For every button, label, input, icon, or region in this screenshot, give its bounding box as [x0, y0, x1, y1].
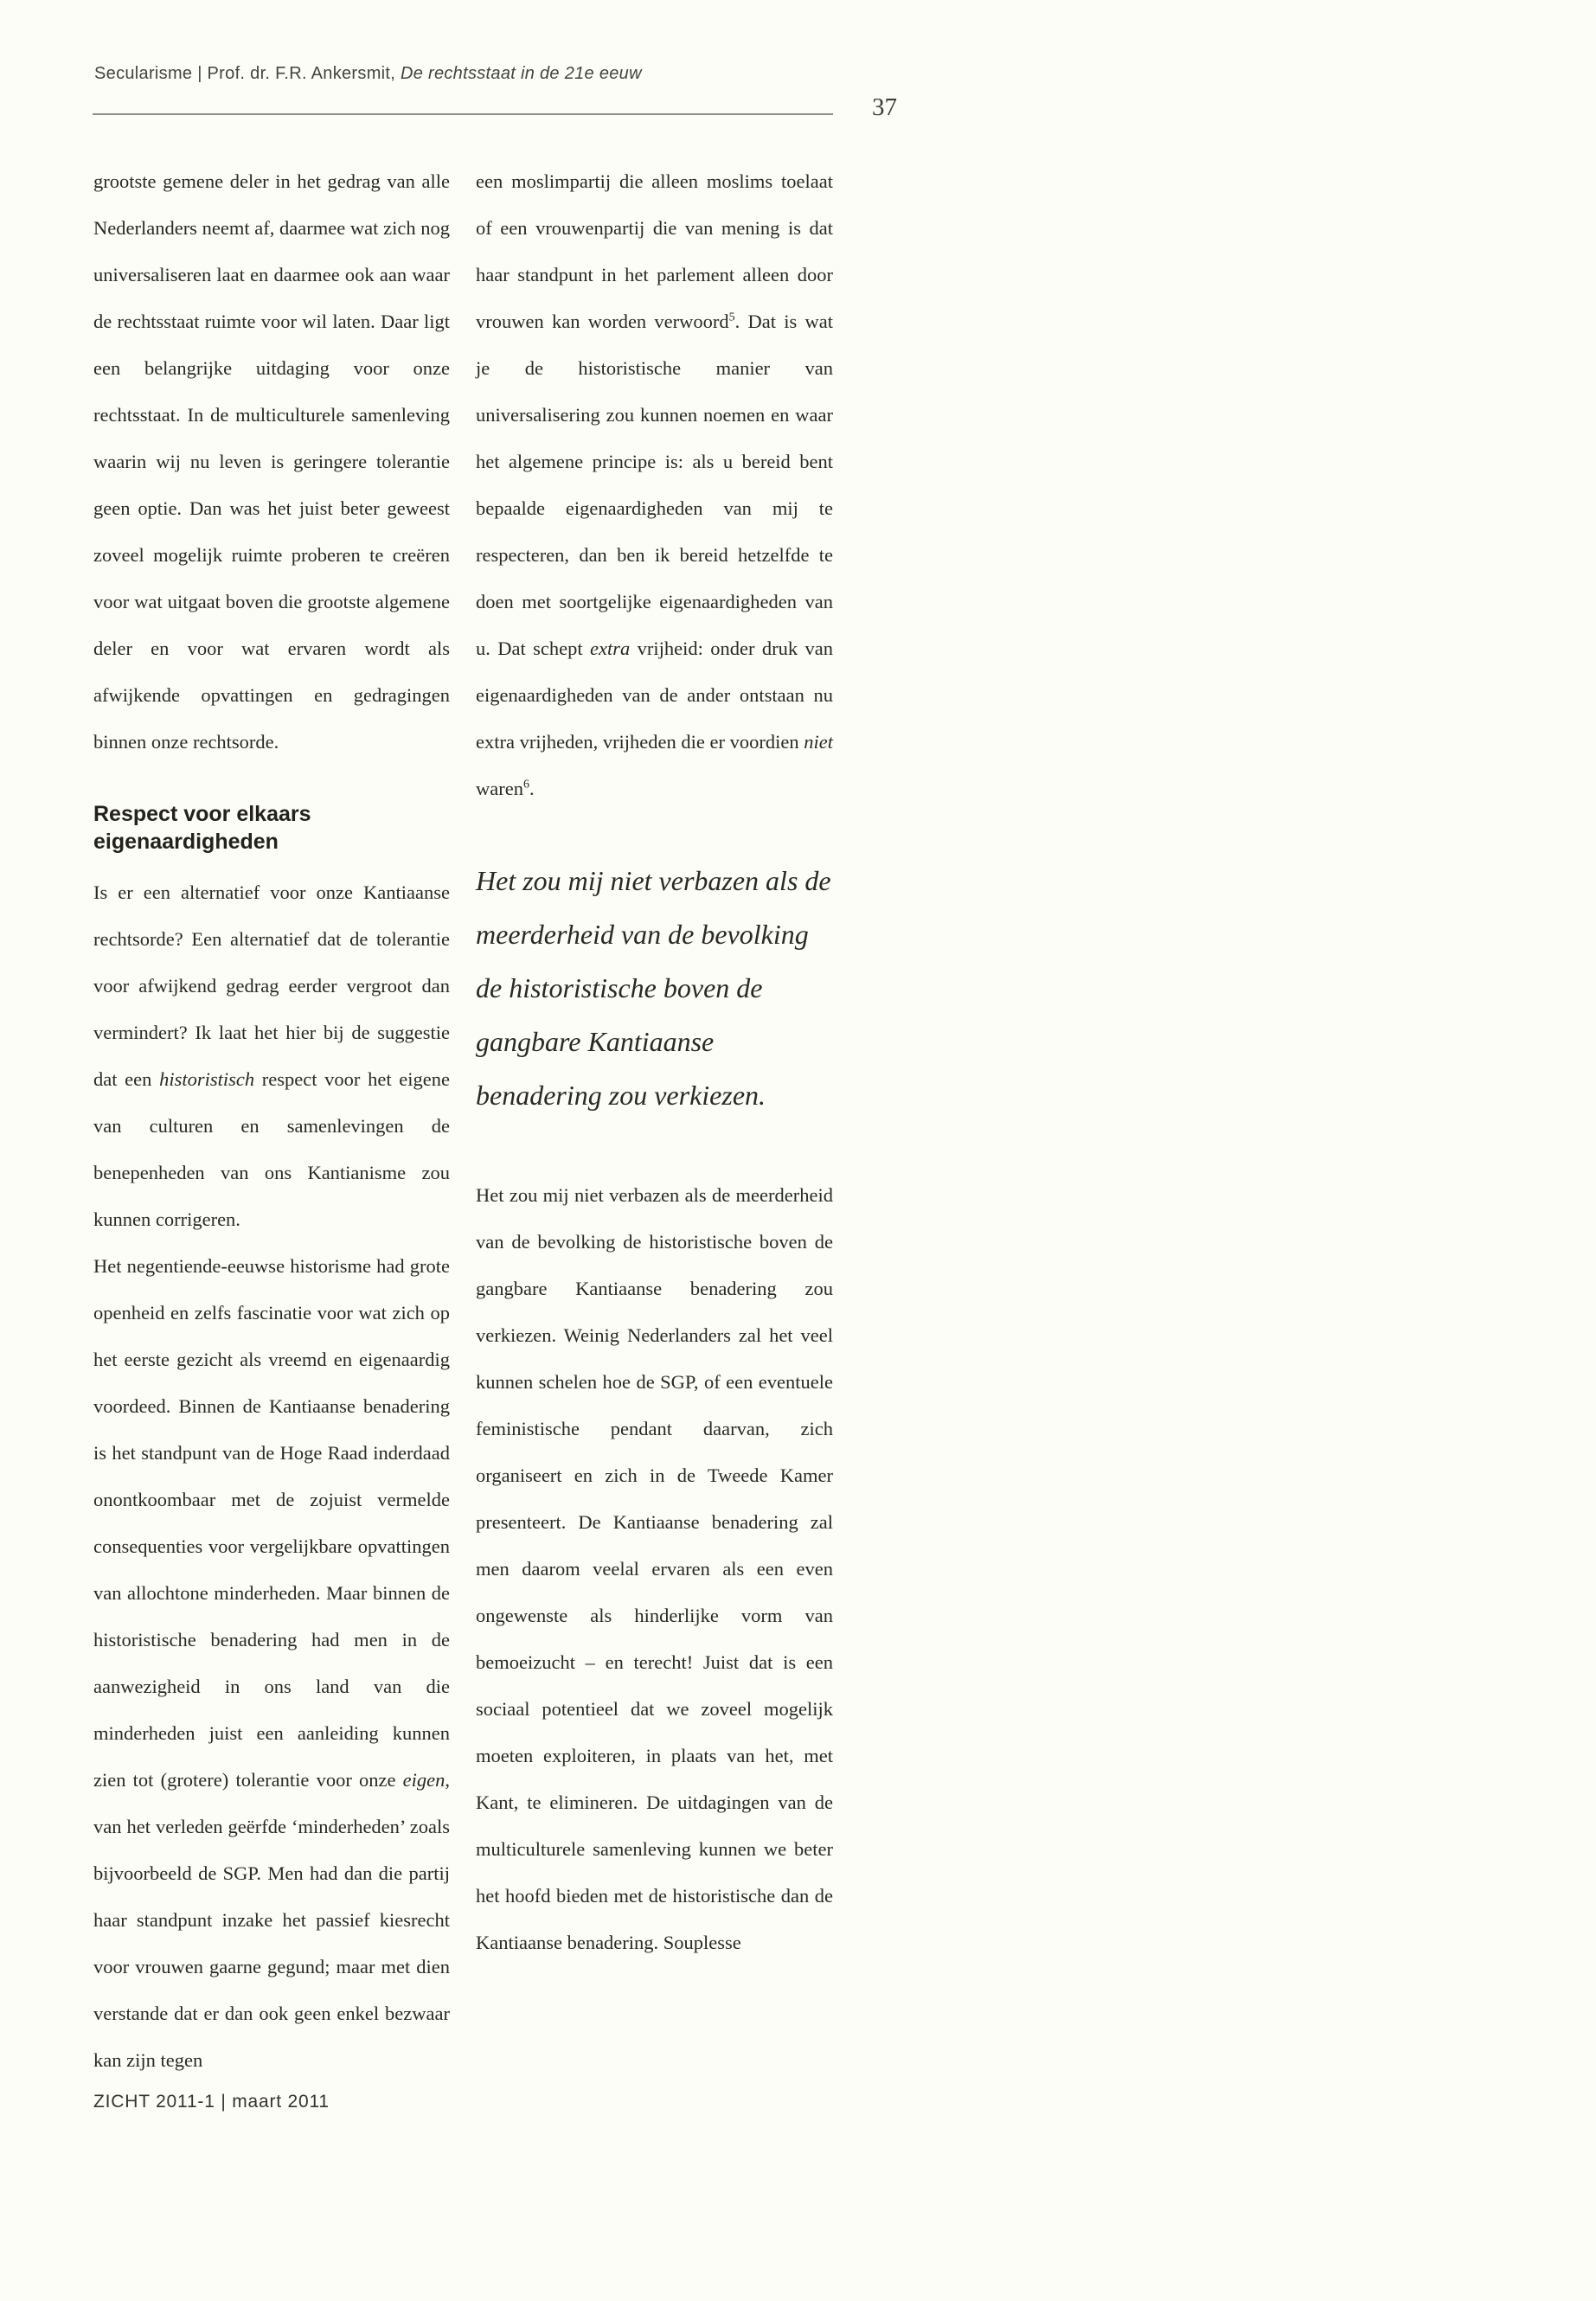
italic-term: historistisch	[159, 1068, 255, 1090]
right-text-column	[476, 158, 833, 1966]
header-article-info: Secularisme | Prof. dr. F.R. Ankersmit,	[94, 64, 401, 83]
paragraph-text: . Dat is wat je de historistische manier van universalisering zou kunnen noemen en waar het algemene principe is: als u bereid bent bepaalde eigenaardigheden van mij te respecteren, dan ben ik bereid hetzelfde te doen met soortgelijke eigenaardigheden van u. Dat schept	[476, 311, 833, 659]
body-paragraph: grootste gemene deler in het gedrag van alle Nederlanders neemt af, daarmee wat zich nog universaliseren laat en daarmee ook aan waar de rechtsstaat ruimte voor wil laten. Daar ligt een belangrijke uitdaging voor onze rechtsstaat. In de multiculturele samenleving waarin wij nu leven is geringere tolerantie geen optie. Dan was het juist beter geweest zoveel mogelijk ruimte proberen te creëren voor wat uitgaat boven die grootste algemene deler en voor wat ervaren wordt als afwijkende opvattingen en gedragingen binnen onze rechtsorde.	[93, 170, 450, 753]
paragraph-text: .	[529, 778, 535, 799]
italic-term: extra	[590, 638, 631, 659]
paragraph-text: waren	[476, 778, 523, 799]
body-paragraph	[93, 869, 450, 1243]
body-paragraph	[93, 1243, 450, 2084]
section-heading: Respect voor elkaars eigenaardigheden	[93, 802, 311, 854]
left-text-column	[93, 158, 450, 2084]
page-number: 37	[872, 93, 897, 121]
paragraph-text: , van het verleden geërfde ‘minderheden’ zoals bijvoorbeeld de SGP. Men had dan die partij haar standpunt inzake het passief kiesrecht voor vrouwen gaarne gegund; maar met dien verstande dat er dan ook geen enkel bezwaar kan zijn tegen	[93, 1769, 450, 2071]
paragraph-text: een moslimpartij die alleen moslims toelaat of een vrouwenpartij die van mening is dat haar standpunt in het parlement alleen door vrouwen kan worden verwoord	[476, 170, 833, 332]
paragraph-text: vrijheid: onder druk van eigenaardigheden van de ander ontstaan nu extra vrijheden, vrijheden die er voordien	[476, 638, 833, 753]
body-paragraph	[476, 158, 833, 812]
body-paragraph: Het zou mij niet verbazen als de meerderheid van de bevolking de historistische boven de gangbare Kantiaanse benadering zou verkiezen. Weinig Nederlanders zal het veel kunnen schelen hoe de SGP, of een eventuele feministische pendant daarvan, zich organiseert en zich in de Tweede Kamer presenteert. De Kantiaanse benadering zal men daarom veelal ervaren als een even ongewenste als hinderlijke vorm van bemoeizucht – en terecht! Juist dat is een sociaal potentieel dat we zoveel mogelijk moeten exploiteren, in plaats van het, met Kant, te elimineren. De uitdagingen van de multiculturele samenleving kunnen we beter het hoofd bieden met de historistische dan de Kantiaanse benadering. Souplesse	[476, 1184, 833, 1953]
running-header	[94, 64, 642, 84]
journal-footer: ZICHT 2011-1 | maart 2011	[93, 2092, 330, 2112]
italic-term: niet	[804, 731, 833, 753]
footnote-reference: 5	[728, 311, 735, 324]
header-work-title: De rechtsstaat in de 21e eeuw	[400, 64, 642, 83]
header-divider-rule	[93, 113, 833, 115]
pull-quote: Het zou mij niet verbazen als de meerderheid van de bevolking de historistische boven de gangbare Kantiaanse benadering zou verkiezen.	[476, 865, 831, 1111]
footnote-reference: 6	[522, 778, 529, 792]
paragraph-text: Het negentiende-eeuwse historisme had grote openheid en zelfs fascinatie voor wat zich op het eerste gezicht als vreemd en eigenaardig voordeed. Binnen de Kantiaanse benadering is het standpunt van de Hoge Raad inderdaad onontkoombaar met de zojuist vermelde consequenties voor vergelijkbare opvattingen van allochtone minderheden. Maar binnen de historistische benadering had men in de aanwezigheid in ons land van die minderheden juist een aanleiding kunnen zien tot (grotere) tolerantie voor onze	[93, 1255, 450, 1791]
paragraph-text: respect voor het eigene van culturen en samenlevingen de benepenheden van ons Kantianisme zou kunnen corrigeren.	[93, 1068, 450, 1230]
italic-term: eigen	[402, 1769, 445, 1791]
paragraph-text: Is er een alternatief voor onze Kantiaanse rechtsorde? Een alternatief dat de tolerantie voor afwijkend gedrag eerder vergroot dan vermindert? Ik laat het hier bij de suggestie dat een	[93, 881, 450, 1090]
